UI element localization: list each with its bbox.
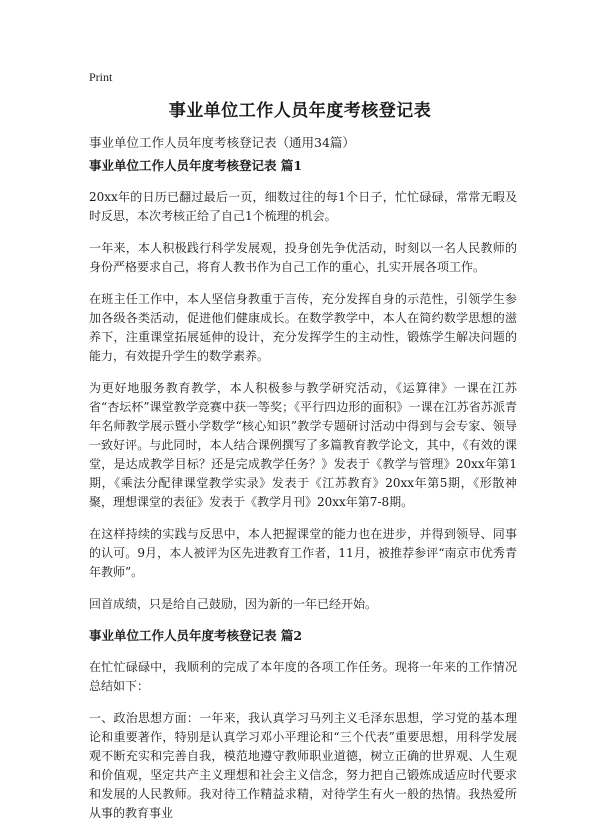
paragraph: 在忙忙碌碌中，我顺利的完成了本年度的各项工作任务。现将一年来的工作情况总结如下： xyxy=(89,660,517,693)
paragraph: 一年来，本人积极践行科学发展观，投身创先争优活动，时刻以一名人民教师的身份严格要求自己，将育人教书作为自己工作的重心，扎实开展各项工作。 xyxy=(89,241,517,274)
document-body xyxy=(89,157,517,836)
section-1 xyxy=(89,157,517,614)
section-2 xyxy=(89,627,517,823)
paragraph: 回首成绩，只是给自己鼓励，因为新的一年已经开始。 xyxy=(89,597,378,611)
paragraph: 在班主任工作中，本人坚信身教重于言传，充分发挥自身的示范性，引领学生参加各级各类活动，促进他们健康成长。在数学教学中，本人在简约数学思想的滋养下，注重课堂拓展延伸的设计，充分发挥学生的主动性，锻炼学生解决问题的能力，有效提升学生的数学素养。 xyxy=(89,292,517,363)
paragraph: 在这样持续的实践与反思中，本人把握课堂的能力也在进步，并得到领导、同事的认可。9月，本人被评为区先进教育工作者，11月，被推荐参评“南京市优秀青年教师”。 xyxy=(89,527,517,579)
document-subtitle: 事业单位工作人员年度考核登记表（通用34篇） xyxy=(89,135,355,150)
paragraph: 一、政治思想方面：一年来，我认真学习马列主义毛泽东思想，学习党的基本理论和重要著作，特别是认真学习邓小平理论和“三个代表”重要思想，用科学发展观不断充实和完善自我，模范地遵守教师职业道德，树立正确的世界观、人生观和价值观，坚定共产主义理想和社会主义信念，努力把自己锻炼成适应时代要求和发展的人民教师。我对待工作精益求精，对待学生有火一般的热情。我热爱所从事的教育事业 xyxy=(89,711,517,820)
paragraph: 为更好地服务教育教学，本人积极参与教学研究活动，《运算律》一课在江苏省“杏坛杯”课堂教学竞赛中获一等奖；《平行四边形的面积》一课在江苏省苏派青年名师教学展示暨小学数学“核心知识”教学专题研讨活动中得到与会专家、领导一致好评。与此同时，本人结合课例撰写了多篇教育教学论文，其中，《有效的课堂，是达成教学目标？还是完成教学任务？》发表于《教学与管理》20xx年第1期，《乘法分配律课堂教学实录》发表于《江苏教育》20xx年第5期，《形散神聚，理想课堂的表征》发表于《教学月刊》20xx年第7-8期。 xyxy=(89,381,517,509)
print-link[interactable]: Print xyxy=(89,70,113,84)
paragraph: 20xx年的日历已翻过最后一页，细数过往的每1个日子，忙忙碌碌，常常无暇及时反思，本次考核正给了自己1个梳理的机会。 xyxy=(89,190,517,223)
section-heading: 事业单位工作人员年度考核登记表 篇1 xyxy=(89,158,303,173)
document-title: 事业单位工作人员年度考核登记表 xyxy=(168,101,432,121)
section-heading: 事业单位工作人员年度考核登记表 篇2 xyxy=(89,628,303,643)
